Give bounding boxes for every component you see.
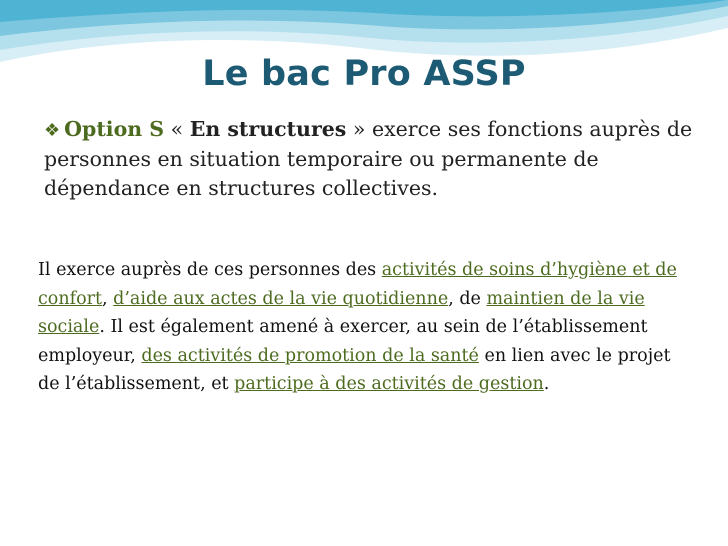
link-activites-gestion[interactable]: participe à des activités de gestion <box>234 374 544 394</box>
body-text-2: , <box>102 288 114 309</box>
body-paragraph <box>38 256 678 399</box>
link-soins-hygiene-confort[interactable]: activités de soins d’hygiène et de confort <box>38 260 677 309</box>
body-text-5: en lien avec le projet de l’établissement, et <box>38 345 671 394</box>
slide-title: Le bac Pro ASSP <box>202 54 526 94</box>
body-text-1: Il exerce auprès de ces personnes des <box>38 260 382 280</box>
option-description: exerce ses fonctions auprès de personnes en situation temporaire ou permanente de dépendance en structures collectives. <box>44 117 693 200</box>
body-text-3: , de <box>448 288 487 309</box>
diamond-bullet-icon: ❖ <box>44 120 61 141</box>
link-maintien-vie-sociale[interactable]: maintien de la vie sociale <box>38 288 645 337</box>
link-promotion-sante[interactable]: des activités de promotion de la santé <box>141 345 479 366</box>
quote-close: » <box>352 117 366 141</box>
link-aide-actes-vie-quotidienne[interactable]: d’aide aux actes de la vie quotidienne <box>113 288 449 309</box>
body-text-4: . Il est également amené à exercer, au sein de l’établissement employeur, <box>38 317 648 366</box>
body-text-6: . <box>543 374 550 394</box>
option-label: Option S <box>64 117 165 141</box>
structures-label: En structures <box>189 117 347 141</box>
option-s-paragraph <box>44 115 714 203</box>
quote-open: « <box>170 117 184 141</box>
